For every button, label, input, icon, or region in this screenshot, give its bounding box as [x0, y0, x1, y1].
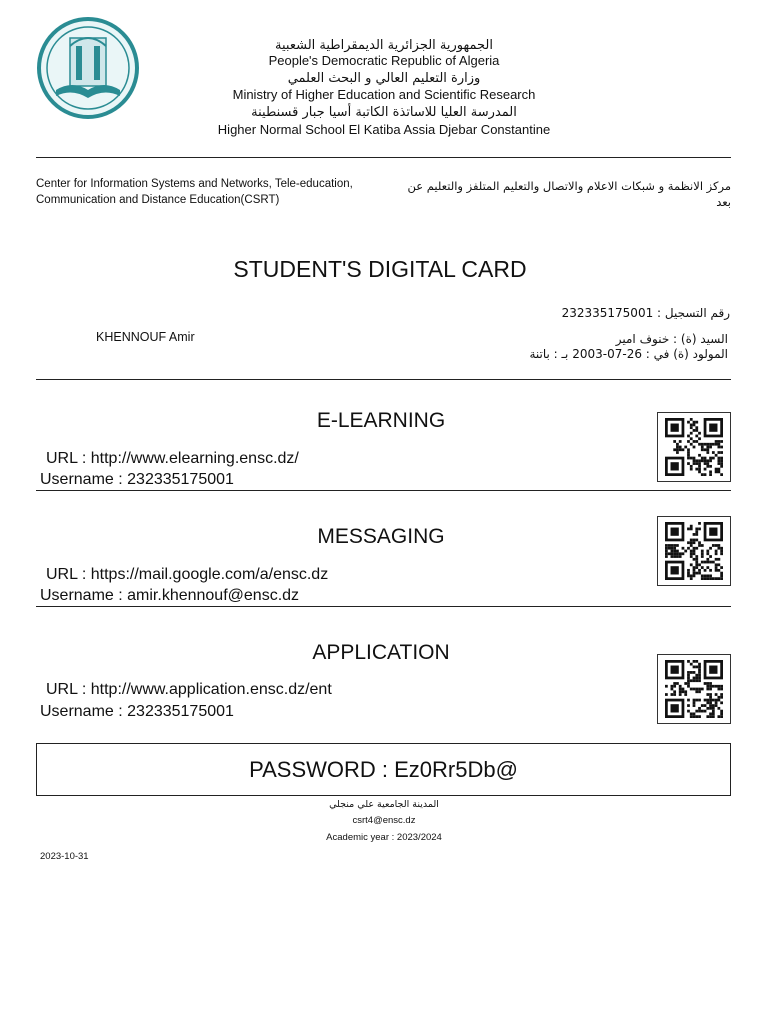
section-title-messaging: MESSAGING	[317, 525, 445, 548]
section-divider	[36, 606, 731, 607]
republic-name: People's Democratic Republic of Algeria	[268, 53, 500, 68]
application-username: Username : 232335175001	[40, 703, 234, 720]
messaging-username: Username : amir.khennouf@ensc.dz	[40, 587, 300, 604]
birth-info: المولود (ة) في : 26-07-2003 بـ : باتنة	[529, 347, 728, 361]
qr-code-icon	[657, 654, 731, 724]
registration-number: رقم التسجيل : 232335175001	[561, 306, 730, 320]
section-title-elearning: E-LEARNING	[316, 409, 446, 432]
issue-date: 2023-10-31	[40, 851, 89, 862]
academic-year: Academic year : 2023/2024	[326, 832, 442, 843]
student-name: KHENNOUF Amir	[96, 330, 195, 344]
password-text: PASSWORD : Ez0Rr5Db@	[249, 756, 518, 782]
section-title-application: APPLICATION	[312, 641, 450, 664]
republic-arabic: الجمهورية الجزائرية الديمقراطية الشعبية	[275, 38, 493, 53]
qr-code-icon	[657, 516, 731, 586]
elearning-username: Username : 232335175001	[40, 471, 234, 488]
info-divider	[36, 379, 731, 380]
application-url: URL : http://www.application.ensc.dz/ent	[46, 681, 332, 698]
section-divider	[36, 490, 731, 491]
ministry-name: Ministry of Higher Education and Scientific Research	[232, 87, 536, 102]
password-box	[36, 743, 731, 796]
messaging-url: URL : https://mail.google.com/a/ensc.dz	[46, 566, 329, 583]
elearning-url: URL : http://www.elearning.ensc.dz/	[46, 450, 299, 467]
center-name-english: Center for Information Systems and Networks, Tele-education, Communication and Distance Education(CSRT)	[36, 178, 353, 206]
address-arabic: المدينة الجامعية علي منجلي	[329, 799, 439, 810]
student-name-arabic: السيد (ة) : خنوف امير	[615, 332, 728, 346]
card-title: STUDENT'S DIGITAL CARD	[233, 256, 527, 282]
center-name-arabic: مركز الانظمة و شبكات الاعلام والاتصال والتعليم المتلفز والتعليم عن بعد	[407, 179, 731, 209]
contact-email: csrt4@ensc.dz	[352, 815, 416, 826]
school-name: Higher Normal School El Katiba Assia Djebar Constantine	[217, 122, 551, 137]
qr-code-icon	[657, 412, 731, 482]
school-arabic: المدرسة العليا للاساتذة الكاتبة أسيا جبار قسنطينة	[251, 105, 517, 120]
ministry-arabic: وزارة التعليم العالي و البحث العلمي	[287, 71, 481, 86]
header-divider	[36, 157, 731, 158]
